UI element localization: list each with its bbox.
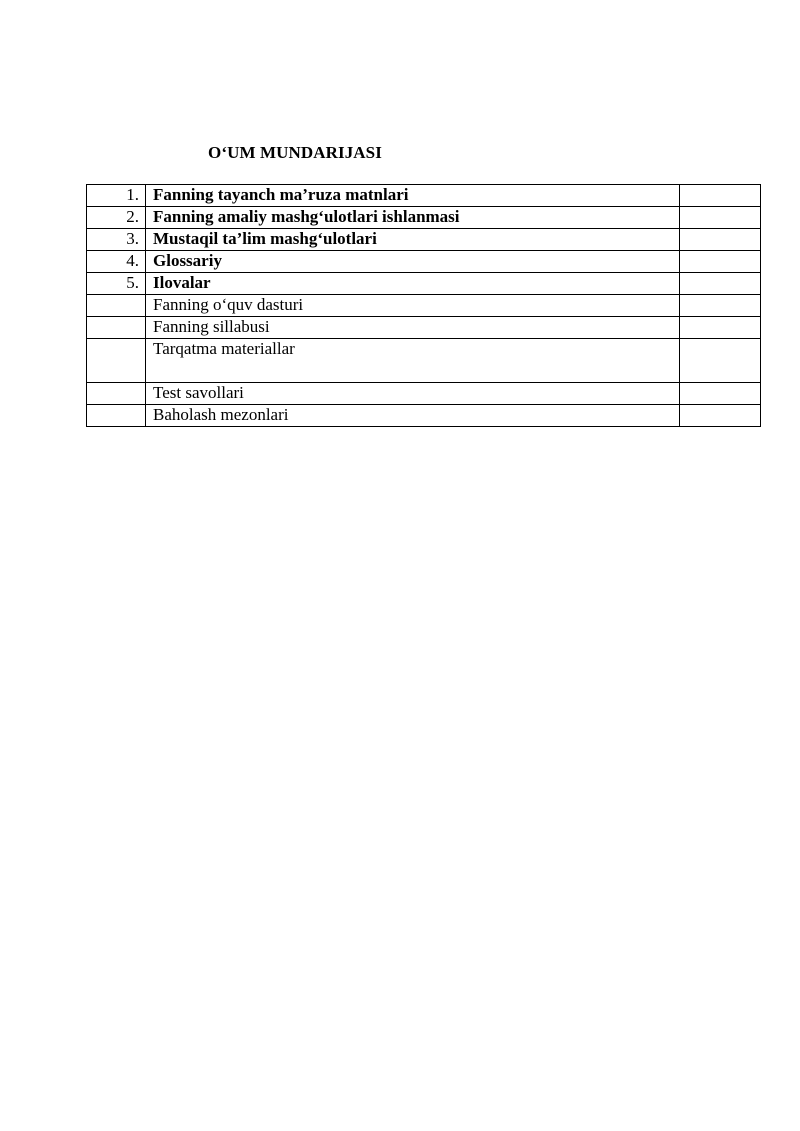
table-row xyxy=(87,317,761,339)
row-title: Mustaqil ta’lim mashg‘ulotlari xyxy=(146,229,680,251)
row-page xyxy=(680,295,761,317)
row-page xyxy=(680,383,761,405)
row-title: Glossariy xyxy=(146,251,680,273)
contents-table xyxy=(86,184,761,427)
row-page xyxy=(680,273,761,295)
table-row xyxy=(87,339,761,383)
row-number: 5. xyxy=(87,273,146,295)
row-number: 1. xyxy=(87,185,146,207)
table-row xyxy=(87,383,761,405)
row-page xyxy=(680,251,761,273)
table-row xyxy=(87,185,761,207)
table-row xyxy=(87,405,761,427)
row-title: Fanning o‘quv dasturi xyxy=(146,295,680,317)
page-title: O‘UM MUNDARIJASI xyxy=(208,143,382,162)
row-number xyxy=(87,317,146,339)
table-row xyxy=(87,207,761,229)
row-title: Baholash mezonlari xyxy=(146,405,680,427)
row-title: Fanning tayanch ma’ruza matnlari xyxy=(146,185,680,207)
row-number xyxy=(87,295,146,317)
row-number xyxy=(87,339,146,383)
table-row xyxy=(87,251,761,273)
row-page xyxy=(680,229,761,251)
row-page xyxy=(680,317,761,339)
row-title: Fanning sillabusi xyxy=(146,317,680,339)
row-page xyxy=(680,339,761,383)
row-title: Ilovalar xyxy=(146,273,680,295)
table-row xyxy=(87,229,761,251)
row-number: 4. xyxy=(87,251,146,273)
row-number xyxy=(87,405,146,427)
table-row xyxy=(87,295,761,317)
row-number xyxy=(87,383,146,405)
row-page xyxy=(680,207,761,229)
row-title: Test savollari xyxy=(146,383,680,405)
table-row xyxy=(87,273,761,295)
row-page xyxy=(680,185,761,207)
row-page xyxy=(680,405,761,427)
row-title: Tarqatma materiallar xyxy=(146,339,680,383)
row-title: Fanning amaliy mashg‘ulotlari ishlanmasi xyxy=(146,207,680,229)
row-number: 2. xyxy=(87,207,146,229)
row-number: 3. xyxy=(87,229,146,251)
